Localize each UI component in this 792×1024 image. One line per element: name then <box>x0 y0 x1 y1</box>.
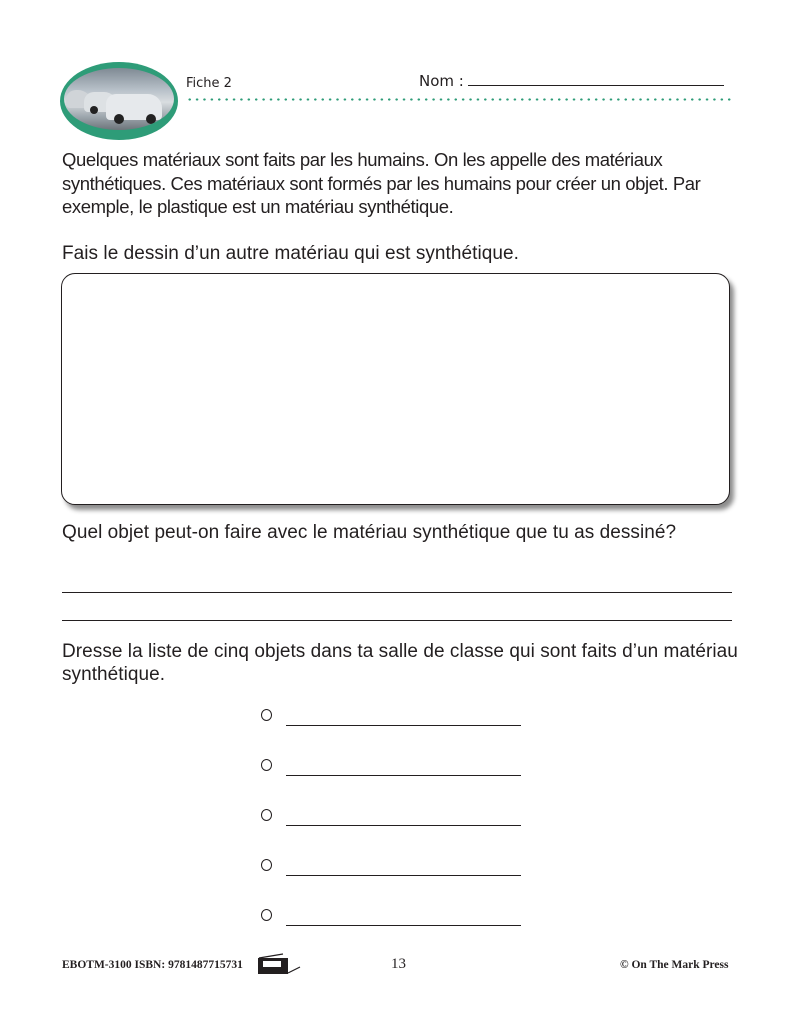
worksheet-label: Fiche 2 <box>186 76 232 91</box>
list-item-3[interactable] <box>261 807 523 827</box>
list-answer-line[interactable] <box>286 725 521 726</box>
circle-bullet-icon[interactable] <box>261 809 272 821</box>
header-dotted-divider <box>186 98 734 101</box>
intro-paragraph: Quelques matériaux sont faits par les humains. On les appelle des matériaux synthétiques. Ces matériaux sont formés par les humains pour créer un objet. Par exemple, le plastique est un matériau synthétique. <box>62 149 701 217</box>
page-number: 13 <box>391 956 406 972</box>
photocopier-icon <box>257 953 301 975</box>
answer-line-2[interactable] <box>62 620 732 621</box>
answer-line-1[interactable] <box>62 592 732 593</box>
list-item-1[interactable] <box>261 707 523 727</box>
list-answer-line[interactable] <box>286 825 521 826</box>
circle-bullet-icon[interactable] <box>261 859 272 871</box>
list-item-2[interactable] <box>261 757 523 777</box>
footer-copyright: © On The Mark Press <box>620 959 729 971</box>
car-factory-logo-icon <box>60 62 178 140</box>
question-draw-material: Fais le dessin d’un autre matériau qui est synthétique. <box>62 243 519 264</box>
circle-bullet-icon[interactable] <box>261 709 272 721</box>
question-object-from-material: Quel objet peut-on faire avec le matériau synthétique que tu as dessiné? <box>62 522 677 543</box>
name-label: Nom : <box>419 72 464 90</box>
circle-bullet-icon[interactable] <box>261 909 272 921</box>
footer-isbn: EBOTM-3100 ISBN: 9781487715731 <box>62 959 243 971</box>
question-list-classroom-objects: Dresse la liste de cinq objets dans ta salle de classe qui sont faits d’un matériau synthétique. <box>62 641 738 685</box>
drawing-box[interactable] <box>61 273 730 505</box>
list-item-4[interactable] <box>261 857 523 877</box>
list-answer-line[interactable] <box>286 925 521 926</box>
list-item-5[interactable] <box>261 907 523 927</box>
list-answer-line[interactable] <box>286 875 521 876</box>
circle-bullet-icon[interactable] <box>261 759 272 771</box>
name-field[interactable] <box>468 85 724 86</box>
list-answer-line[interactable] <box>286 775 521 776</box>
